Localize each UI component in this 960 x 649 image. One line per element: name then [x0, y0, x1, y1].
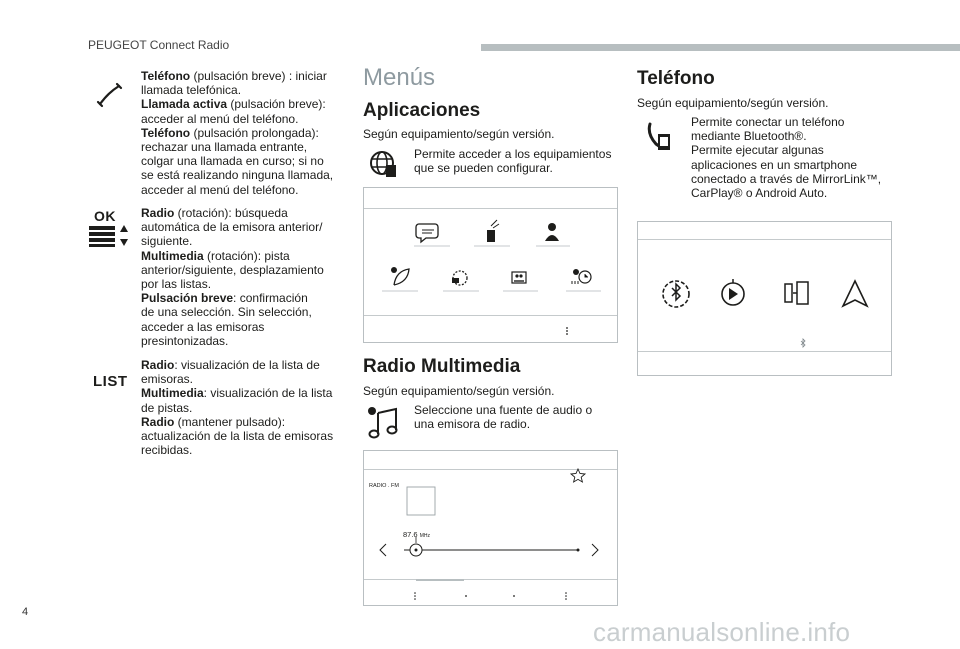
- applications-icon: [366, 148, 398, 178]
- watermark: carmanualsonline.info: [593, 617, 851, 647]
- clock-app-icon: [572, 269, 591, 284]
- rotary-knob-icon: [88, 223, 132, 249]
- ok-knob-description: Radio (rotación): búsqueda automática de la emisora anterior/ siguiente. Multimedia (rotación): pista anterior/siguiente, desplazamiento por las listas. Pulsación breve: confirmación de una selección. Sin selección, acceder a las emisoras presintonizadas.: [141, 206, 324, 348]
- frequency-slider: [404, 544, 580, 556]
- previous-station-icon: [380, 544, 386, 556]
- eco-app-icon: [391, 267, 409, 285]
- phone-description: Permite conectar un teléfono mediante Bluetooth®. Permite ejecutar algunas aplicaciones en un smartphone conectado a través de MirrorLink™, CarPlay® o Android Auto.: [691, 115, 882, 201]
- page-number: 4: [22, 606, 29, 618]
- radio-screen: [363, 450, 618, 606]
- station-artwork-placeholder: [407, 487, 435, 515]
- menus-title: Menús: [363, 64, 436, 91]
- applications-intro: Según equipamiento/según versión.: [363, 127, 555, 141]
- phone-heading: Teléfono: [637, 68, 715, 89]
- phone-handset-icon: [96, 82, 124, 108]
- message-app-icon: [416, 224, 438, 242]
- phone-menu-icons: [638, 222, 891, 375]
- play-icon: [722, 279, 744, 305]
- list-button-description: Radio: visualización de la lista de emisoras. Multimedia: visualización de la lista de pistas. Radio (mantener pulsado): actualización de la lista de emisoras recibidas.: [141, 358, 334, 458]
- bottom-tab-icons: [414, 592, 567, 600]
- settings-app-icon: [452, 271, 467, 285]
- music-note-icon: [366, 405, 402, 439]
- android-auto-icon: [843, 281, 867, 306]
- radio-multimedia-heading: Radio Multimedia: [363, 356, 521, 377]
- favorite-star-icon: [571, 469, 585, 482]
- header-bar: [481, 44, 960, 51]
- contacts-app-icon: [512, 272, 526, 283]
- phone-screen: [637, 221, 892, 376]
- list-label: LIST: [93, 373, 128, 390]
- ok-label: OK: [94, 208, 116, 224]
- mirrorlink-icon: [785, 282, 808, 304]
- user-app-icon: [545, 223, 559, 241]
- phone-menu-icon: [645, 120, 675, 152]
- next-station-icon: [592, 544, 598, 556]
- active-tab-indicator: [416, 579, 464, 581]
- radio-controls: [364, 451, 617, 605]
- phone-button-description: Teléfono (pulsación breve) : iniciar llamada telefónica. Llamada activa (pulsación breve): acceder al menú del teléfono. Teléfono (pulsación prolongada): rechazar una llamada entrante, colgar una llamada en curso; si no se está realizando ninguna llamada, acceder al menú del teléfono.: [141, 69, 334, 197]
- applications-screen: [363, 187, 618, 343]
- applications-heading: Aplicaciones: [363, 100, 481, 121]
- radio-multimedia-description: Seleccione una fuente de audio o una emisora de radio.: [414, 403, 593, 432]
- touch-app-icon: [487, 220, 499, 242]
- bluetooth-icon: [663, 281, 689, 307]
- applications-description: Permite acceder a los equipamientos que se pueden configurar.: [414, 147, 612, 176]
- radio-multimedia-intro: Según equipamiento/según versión.: [363, 384, 555, 398]
- applications-menu-icons: [364, 188, 617, 342]
- radio-frequency: 87.6 MHz: [403, 530, 430, 539]
- running-header-title: PEUGEOT Connect Radio: [88, 38, 230, 52]
- small-bluetooth-icon: [801, 339, 805, 347]
- radio-band-label: RADIO . FM: [369, 483, 399, 489]
- options-dots-icon: [566, 327, 568, 335]
- phone-intro: Según equipamiento/según versión.: [637, 96, 829, 110]
